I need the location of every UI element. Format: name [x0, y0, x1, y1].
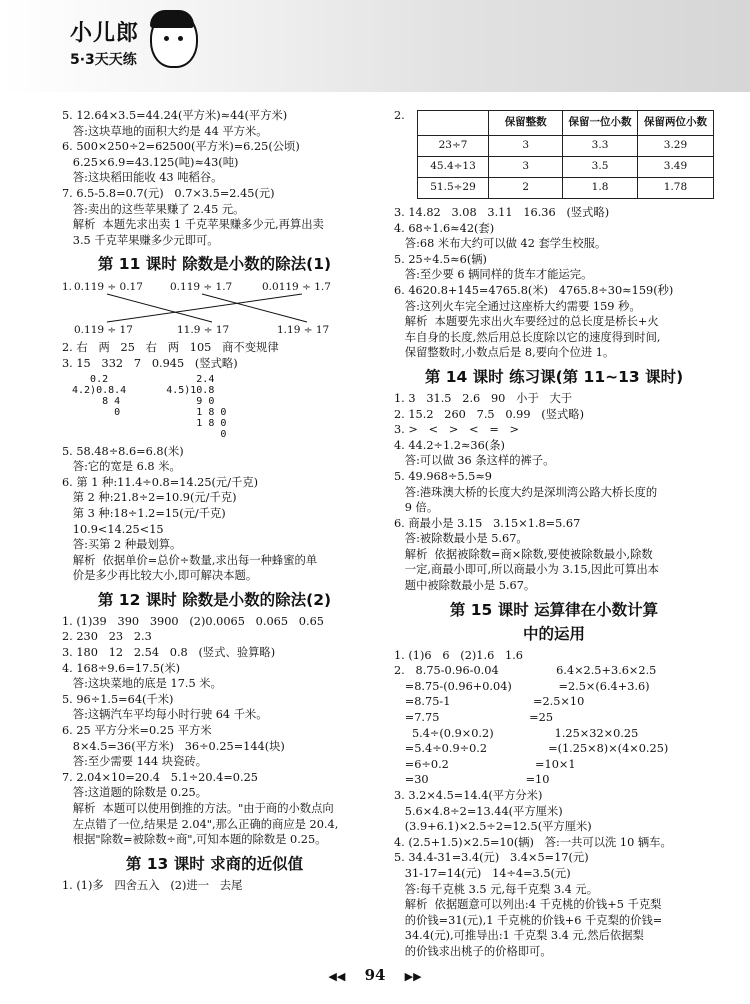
table-cell: 3.3: [563, 136, 638, 157]
answer-line: 3. 3.2×4.5=14.4(平方分米): [394, 789, 543, 802]
lesson-10-answers: [62, 108, 367, 248]
right-column: [394, 108, 714, 960]
page-number-bar: [0, 966, 750, 984]
answer-line: 10.9<14.25<15: [62, 522, 164, 536]
answer-line: 答:这辆汽车平均每小时行驶 64 千米。: [62, 708, 268, 722]
answer-line: 5. 34.4-31=3.4(元) 3.4×5=17(元): [394, 851, 589, 865]
answer-line: 解析 本题可以使用倒推的方法。"由于商的小数点向: [62, 802, 334, 815]
answer-line: 2. 8.75-0.96-0.04 6.4×2.5+3.6×2.5: [394, 664, 657, 678]
answer-line: 4. 68÷1.6≈42(套): [394, 221, 495, 235]
table-cell: 3.29: [637, 136, 713, 157]
answer-line: 的价钱=31(元),1 千克桃的价钱+6 千克梨的价钱=: [394, 913, 663, 927]
answer-line: 价是多少再比较大小,即可解决本题。: [62, 569, 258, 583]
rounding-table: [417, 110, 714, 199]
lesson-11-heading: 第 11 课时 除数是小数的除法(1): [97, 255, 332, 274]
answer-line: 答:港珠澳大桥的长度大约是深圳湾公路大桥长度的: [394, 485, 658, 499]
answer-line: 答:这块草地的面积大约是 44 平方米。: [62, 124, 268, 138]
exercise-number: 2.: [394, 109, 405, 122]
answer-line: 6. 25 平方分米=0.25 平方米: [62, 724, 212, 738]
page-header: [0, 0, 750, 92]
prev-arrows-icon: ◀◀: [328, 970, 346, 983]
answer-line: 6. 500×250÷2=62500(平方米)=6.25(公顷): [62, 140, 300, 154]
table-cell: 1.8: [563, 178, 638, 199]
answer-line: 5.6×4.8÷2=13.44(平方厘米): [394, 804, 563, 818]
lesson-11-answers-b: [62, 444, 367, 584]
table-header-cell: 保留两位小数: [637, 111, 713, 136]
answer-line: =7.75 =25: [394, 711, 554, 725]
table-cell: 23÷7: [417, 136, 489, 157]
answer-line: 答:这道题的除数是 0.25。: [62, 786, 207, 800]
answer-line: 6.25×6.9=43.125(吨)≈43(吨): [62, 155, 239, 169]
brand-logo: [70, 16, 139, 69]
answer-line: =6÷0.2 =10×1: [394, 757, 576, 771]
table-header-cell: [417, 111, 489, 136]
table-cell: 3: [489, 157, 563, 178]
table-header-cell: 保留一位小数: [563, 111, 638, 136]
lesson-15-heading-cont: 中的运用: [522, 624, 585, 643]
lesson-14-heading: 第 14 课时 练习课(第 11~13 课时): [424, 367, 684, 386]
table-cell: 3.49: [637, 157, 713, 178]
answer-line: 解析 本题先求出卖 1 千克苹果赚多少元,再算出卖: [62, 218, 324, 232]
answer-line: 解析 依据单价=总价÷数量,求出每一种蜂蜜的单: [62, 553, 318, 567]
answer-line: =30 =10: [394, 773, 550, 787]
answer-line: 答:每千克桃 3.5 元,每千克梨 3.4 元。: [394, 882, 599, 896]
answer-line: 3. 15 332 7 0.945 (竖式略): [62, 356, 238, 370]
answer-line: 第 3 种:18÷1.2=15(元/千克): [62, 506, 226, 520]
table-cell: 3: [489, 136, 563, 157]
answer-line: 34.4(元),可推导出:1 千克梨 3.4 元,然后依据梨: [394, 929, 644, 943]
answer-line: 2. 右 两 25 右 两 105 商不变规律: [62, 341, 279, 355]
answer-line: (3.9+6.1)×2.5÷2=12.5(平方厘米): [394, 820, 592, 834]
answer-line: 答:68 米布大约可以做 42 套学生校服。: [394, 237, 607, 251]
lesson-12-heading: 第 12 课时 除数是小数的除法(2): [97, 590, 332, 609]
answer-line: 5. 25÷4.5≈6(辆): [394, 252, 487, 266]
answer-line: =8.75-1 =2.5×10: [394, 695, 585, 709]
answer-line: 答:至少要 6 辆同样的货车才能运完。: [394, 268, 593, 282]
answer-line: 答:这块稻田能收 43 吨稻谷。: [62, 171, 223, 185]
answer-line: 5.4÷(0.9×0.2) 1.25×32×0.25: [394, 726, 639, 740]
answer-line: 3.5 千克苹果赚多少元即可。: [62, 233, 219, 247]
answer-line: 3. > < > < = >: [394, 423, 520, 437]
match-top-1: 0.119 ÷ 0.17: [74, 281, 143, 294]
lesson-15-heading: 第 15 课时 运算律在小数计算: [449, 600, 659, 619]
answer-line: 答:至少需要 144 块瓷砖。: [62, 755, 207, 769]
left-column: [62, 108, 367, 893]
table-row: [417, 157, 713, 178]
answer-line: 4. (2.5+1.5)×2.5=10(辆) 答:一共可以洗 10 辆车。: [394, 835, 672, 849]
brand-name: 小儿郎: [70, 21, 140, 46]
lesson-11-answers-a: [62, 340, 367, 371]
answer-line: 的价钱求出桃子的价格即可。: [394, 944, 552, 958]
long-division-examples: [72, 374, 367, 440]
answer-line: 1. (1)多 四舍五入 (2)进一 去尾: [62, 878, 243, 892]
exercise-number: 1.: [62, 281, 73, 294]
answer-line: 1. (1)6 6 (2)1.6 1.6: [394, 648, 523, 662]
answer-line: 答:这列火车完全通过这座桥大约需要 159 秒。: [394, 299, 641, 313]
lesson-15-answers: [394, 648, 714, 960]
answer-line: 答:买第 2 种最划算。: [62, 538, 182, 552]
answer-line: 2. 15.2 260 7.5 0.99 (竖式略): [394, 407, 585, 421]
answer-line: 解析 本题要先求出火车要经过的总长度是桥长+火: [394, 315, 659, 329]
table-header-cell: 保留整数: [489, 111, 563, 136]
answer-line: 9 倍。: [394, 501, 439, 515]
answer-line: 答:被除数最小是 5.67。: [394, 532, 528, 546]
answer-line: 1. 3 31.5 2.6 90 小于 大于: [394, 391, 573, 405]
answer-line: 7. 6.5-5.8=0.7(元) 0.7×3.5=2.45(元): [62, 186, 275, 200]
answer-line: 题中被除数最小是 5.67。: [394, 579, 536, 593]
brand-subtitle: 5·3天天练: [70, 52, 137, 68]
next-arrows-icon: ▶▶: [404, 970, 422, 983]
lesson-13-answers-a: [62, 878, 367, 894]
answer-line: 5. 58.48÷8.6=6.8(米): [62, 444, 184, 458]
long-division-1: 0.2 4.2)0.8.4 8 4 0: [72, 373, 127, 418]
answer-line: 车自身的长度,然后用总长度除以它的速度得到时间,: [394, 330, 661, 344]
table-row: [417, 136, 713, 157]
answer-line: 答:这块菜地的底是 17.5 米。: [62, 677, 222, 691]
answer-line: 保留整数时,小数点后是 8,要向个位进 1。: [394, 346, 615, 360]
page-number: 94: [364, 966, 386, 984]
answer-line: 解析 依据题意可以列出:4 千克桃的价钱+5 千克梨: [394, 898, 662, 912]
answer-line: =8.75-(0.96+0.04) =2.5×(6.4+3.6): [394, 679, 650, 693]
table-cell: 51.5÷29: [417, 178, 489, 199]
match-bottom-1: 0.119 ÷ 17: [74, 324, 133, 337]
answer-line: 1. (1)39 390 3900 (2)0.0065 0.065 0.65: [62, 614, 324, 628]
answer-line: 解析 依据被除数=商×除数,要使被除数最小,除数: [394, 547, 653, 561]
answer-line: 31-17=14(元) 14÷4=3.5(元): [394, 866, 571, 880]
answer-line: 一定,商最小即可,所以商最小为 3.15,因此可算出本: [394, 563, 659, 577]
answer-line: 答:可以做 36 条这样的裤子。: [394, 454, 555, 468]
answer-line: 7. 2.04×10=20.4 5.1÷20.4=0.25: [62, 770, 258, 784]
answer-line: 5. 49.968÷5.5≈9: [394, 469, 492, 483]
answer-line: 8×4.5=36(平方米) 36÷0.25=144(块): [62, 739, 285, 753]
answer-line: 3. 180 12 2.54 0.8 (竖式、验算略): [62, 646, 276, 660]
long-division-2: 2.4 4.5)10.8 9 0 1 8 0 1 8 0 0: [166, 373, 227, 440]
match-bottom-3: 1.19 ÷ 17: [277, 324, 330, 337]
answer-line: 5. 96÷1.5=64(千米): [62, 692, 174, 706]
table-cell: 1.78: [637, 178, 713, 199]
table-cell: 3.5: [563, 157, 638, 178]
lesson-13-heading: 第 13 课时 求商的近似值: [125, 854, 304, 873]
answer-line: 4. 44.2÷1.2≈36(条): [394, 438, 505, 452]
table-cell: 45.4÷13: [417, 157, 489, 178]
table-row: [417, 178, 713, 199]
answer-line: 答:它的宽是 6.8 米。: [62, 460, 181, 474]
lesson-12-answers: [62, 614, 367, 848]
lesson-14-answers: [394, 391, 714, 594]
match-bottom-2: 11.9 ÷ 17: [177, 324, 230, 337]
answer-line: 6. 4620.8+145=4765.8(米) 4765.8÷30≈159(秒): [394, 283, 674, 297]
answer-line: 6. 商最小是 3.15 3.15×1.8=5.67: [394, 516, 581, 530]
mascot-face-icon: [150, 10, 198, 68]
answer-line: 左点错了一位,结果是 2.04",那么正确的商应是 20.4,: [62, 817, 339, 831]
answer-line: 答:卖出的这些苹果赚了 2.45 元。: [62, 202, 245, 216]
answer-line: 4. 168÷9.6=17.5(米): [62, 661, 181, 675]
answer-line: 根据"除数=被除数÷商",可知本题的除数是 0.25。: [62, 833, 327, 847]
answer-line: 第 2 种:21.8÷2=10.9(元/千克): [62, 491, 237, 505]
match-top-2: 0.119 ÷ 1.7: [170, 281, 233, 294]
answer-line: =5.4÷0.9÷0.2 =(1.25×8)×(4×0.25): [394, 742, 669, 756]
answer-line: 2. 230 23 2.3: [62, 630, 152, 644]
lesson-13-answers-b: [394, 205, 714, 361]
matching-exercise: [62, 278, 367, 340]
match-top-3: 0.0119 ÷ 1.7: [262, 281, 331, 294]
table-cell: 2: [489, 178, 563, 199]
answer-line: 6. 第 1 种:11.4÷0.8=14.25(元/千克): [62, 475, 259, 489]
rounding-table-block: [394, 108, 714, 205]
answer-line: 5. 12.64×3.5=44.24(平方米)≈44(平方米): [62, 109, 288, 122]
answer-line: 3. 14.82 3.08 3.11 16.36 (竖式略): [394, 206, 610, 219]
